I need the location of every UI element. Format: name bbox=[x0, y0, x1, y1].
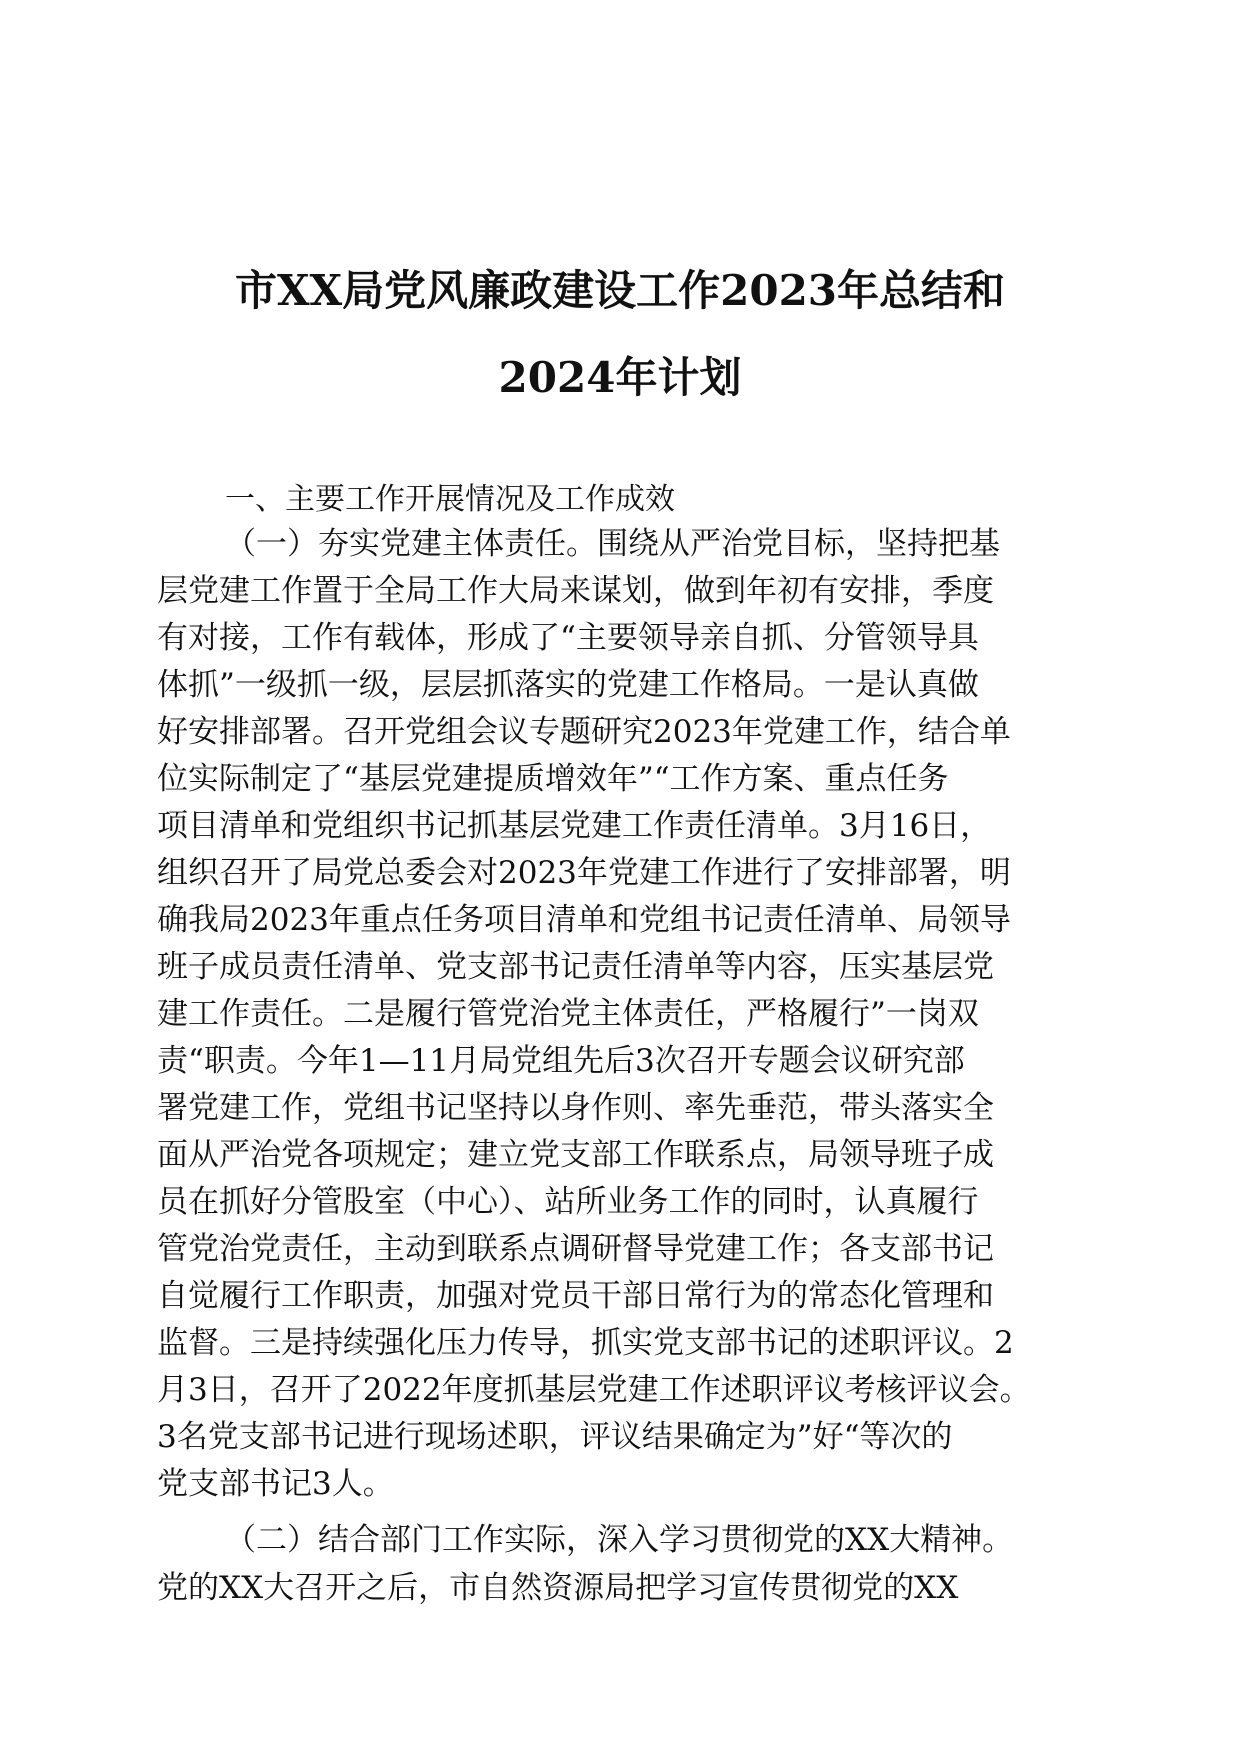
paragraph-line: 面从严治党各项规定；建立党支部工作联系点，局领导班子成 bbox=[157, 1137, 994, 1173]
paragraph-line: 体抓”一级抓一级，层层抓落实的党建工作格局。一是认真做 bbox=[157, 667, 979, 703]
paragraph-line: 管党治党责任，主动到联系点调研督导党建工作；各支部书记 bbox=[157, 1231, 994, 1267]
paragraph-line: 监督。三是持续强化压力传导，抓实党支部书记的述职评议。2 bbox=[157, 1325, 1014, 1361]
paragraph-line: （二）结合部门工作实际，深入学习贯彻党的XX大精神。 bbox=[225, 1522, 1014, 1558]
paragraph-line: 党的XX大召开之后，市自然资源局把学习宣传贯彻党的XX bbox=[157, 1570, 959, 1606]
paragraph-line: 层党建工作置于全局工作大局来谋划，做到年初有安排，季度 bbox=[157, 573, 994, 609]
paragraph-line: （一）夯实党建主体责任。围绕从严治党目标，坚持把基 bbox=[225, 526, 1000, 562]
paragraph-line: 员在抓好分管股室（中心）、站所业务工作的同时，认真履行 bbox=[157, 1184, 979, 1220]
paragraph-line: 有对接，工作有载体，形成了“主要领导亲自抓、分管领导具 bbox=[157, 620, 979, 656]
paragraph-line: 月3日，召开了2022年度抓基层党建工作述职评议考核评议会。 bbox=[157, 1372, 1031, 1408]
paragraph-line: 组织召开了局党总委会对2023年党建工作进行了安排部署，明 bbox=[157, 855, 1011, 891]
paragraph-line: 位实际制定了“基层党建提质增效年”“工作方案、重点任务 bbox=[157, 761, 949, 797]
paragraph-line: 班子成员责任清单、党支部书记责任清单等内容，压实基层党 bbox=[157, 949, 994, 985]
paragraph-line: 项目清单和党组织书记抓基层党建工作责任清单。3月16日， bbox=[157, 808, 992, 844]
paragraph-line: 责“职责。今年1—11月局党组先后3次召开专题会议研究部 bbox=[157, 1043, 965, 1079]
paragraph-line: 3名党支部书记进行现场述职，评议结果确定为”好“等次的 bbox=[157, 1419, 953, 1455]
section-heading: 一、主要工作开展情况及工作成效 bbox=[225, 482, 675, 517]
paragraph-line: 建工作责任。二是履行管党治党主体责任，严格履行”一岗双 bbox=[157, 996, 979, 1032]
document-title-line-1: 市XX局党风廉政建设工作2023年总结和 bbox=[234, 266, 1006, 315]
paragraph-line: 好安排部署。召开党组会议专题研究2023年党建工作，结合单 bbox=[157, 714, 1011, 750]
paragraph-line: 自觉履行工作职责，加强对党员干部日常行为的常态化管理和 bbox=[157, 1278, 994, 1314]
paragraph-line: 确我局2023年重点任务项目清单和党组书记责任清单、局领导 bbox=[157, 902, 1011, 938]
paragraph-line: 党支部书记3人。 bbox=[157, 1466, 394, 1502]
document-title-line-2: 2024年计划 bbox=[498, 353, 742, 402]
paragraph-line: 署党建工作，党组书记坚持以身作则、率先垂范，带头落实全 bbox=[157, 1090, 994, 1126]
